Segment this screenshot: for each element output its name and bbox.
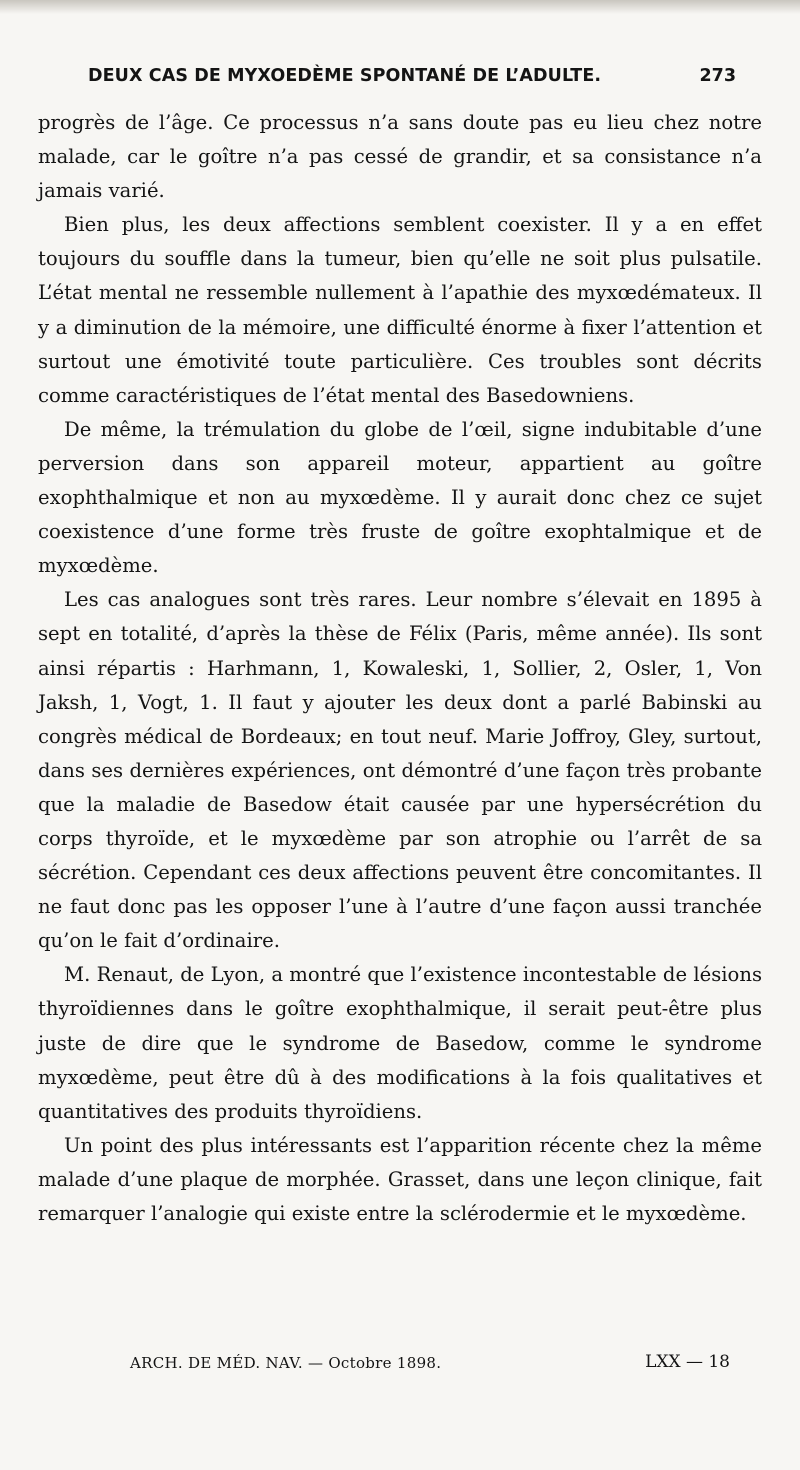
paragraph: Les cas analogues sont très rares. Leur nombre s’élevait en 1895 à sept en totalité, d’après la thèse de Félix (Paris, même année). Ils sont ainsi répartis : Harhmann, 1, Kowaleski, 1, Sollier, 2, Osler, 1, Von Jaksh, 1, Vogt, 1. Il faut y ajouter les deux dont a parlé Babinski au congrès médical de Bordeaux; en tout neuf. Marie Joffroy, Gley, surtout, dans ses dernières expériences, ont démontré d’une façon très probante que la maladie de Basedow était causée par une hypersécrétion du corps thyroïde, et le myxœdème par son atrophie ou l’arrêt de sa sécrétion. Cependant ces deux affections peuvent être concomitantes. Il ne faut donc pas les opposer l’une à l’autre d’une façon aussi tranchée qu’on le fait d’ordinaire. [38, 588, 762, 953]
body-text [38, 106, 762, 1231]
paragraph: M. Renaut, de Lyon, a montré que l’existence incontestable de lésions thyroïdiennes dans le goître exophthalmique, il serait peut-être plus juste de dire que le syndrome de Basedow, comme le syndrome myxœdème, peut être dû à des modifications à la fois qualitatives et quantitatives des produits thyroïdiens. [38, 963, 762, 1123]
paragraph-continued: progrès de l’âge. Ce processus n’a sans doute pas eu lieu chez notre malade, car le goître n’a pas cessé de grandir, et sa consistance n’a jamais varié. [38, 111, 762, 203]
signature-mark: LXX — 18 [645, 1352, 730, 1372]
page-footer [130, 1350, 730, 1380]
journal-citation: ARCH. DE MÉD. NAV. — Octobre 1898. [130, 1354, 442, 1372]
paragraph: De même, la trémulation du globe de l’œil, signe indubitable d’une perversion dans son appareil moteur, appartient au goître exophthalmique et non au myxœdème. Il y aurait donc chez ce sujet coexistence d’une forme très fruste de goître exophtalmique et de myxœdème. [38, 417, 762, 578]
paragraph: Bien plus, les deux affections semblent coexister. Il y a en effet toujours du souffle dans la tumeur, bien qu’elle ne soit plus pulsatile. L’état mental ne ressemble nullement à l’apathie des myxœdémateux. Il y a diminution de la mémoire, une difficulté énorme à fixer l’attention et surtout une émotivité toute particulière. Ces troubles sont décrits comme caractéristiques de l’état mental des Basedowniens. [38, 213, 762, 407]
running-title: DEUX CAS DE MYXOEDÈME SPONTANÉ DE L’ADULTE. [88, 66, 602, 86]
page-number: 273 [699, 66, 736, 86]
running-header [88, 66, 736, 94]
paragraph: Un point des plus intéressants est l’apparition récente chez la même malade d’une plaque de morphée. Grasset, dans une leçon clinique, fait remarquer l’analogie qui existe entre la sclérodermie et le myxœdème. [38, 1133, 762, 1225]
page-top-shadow [0, 0, 800, 14]
